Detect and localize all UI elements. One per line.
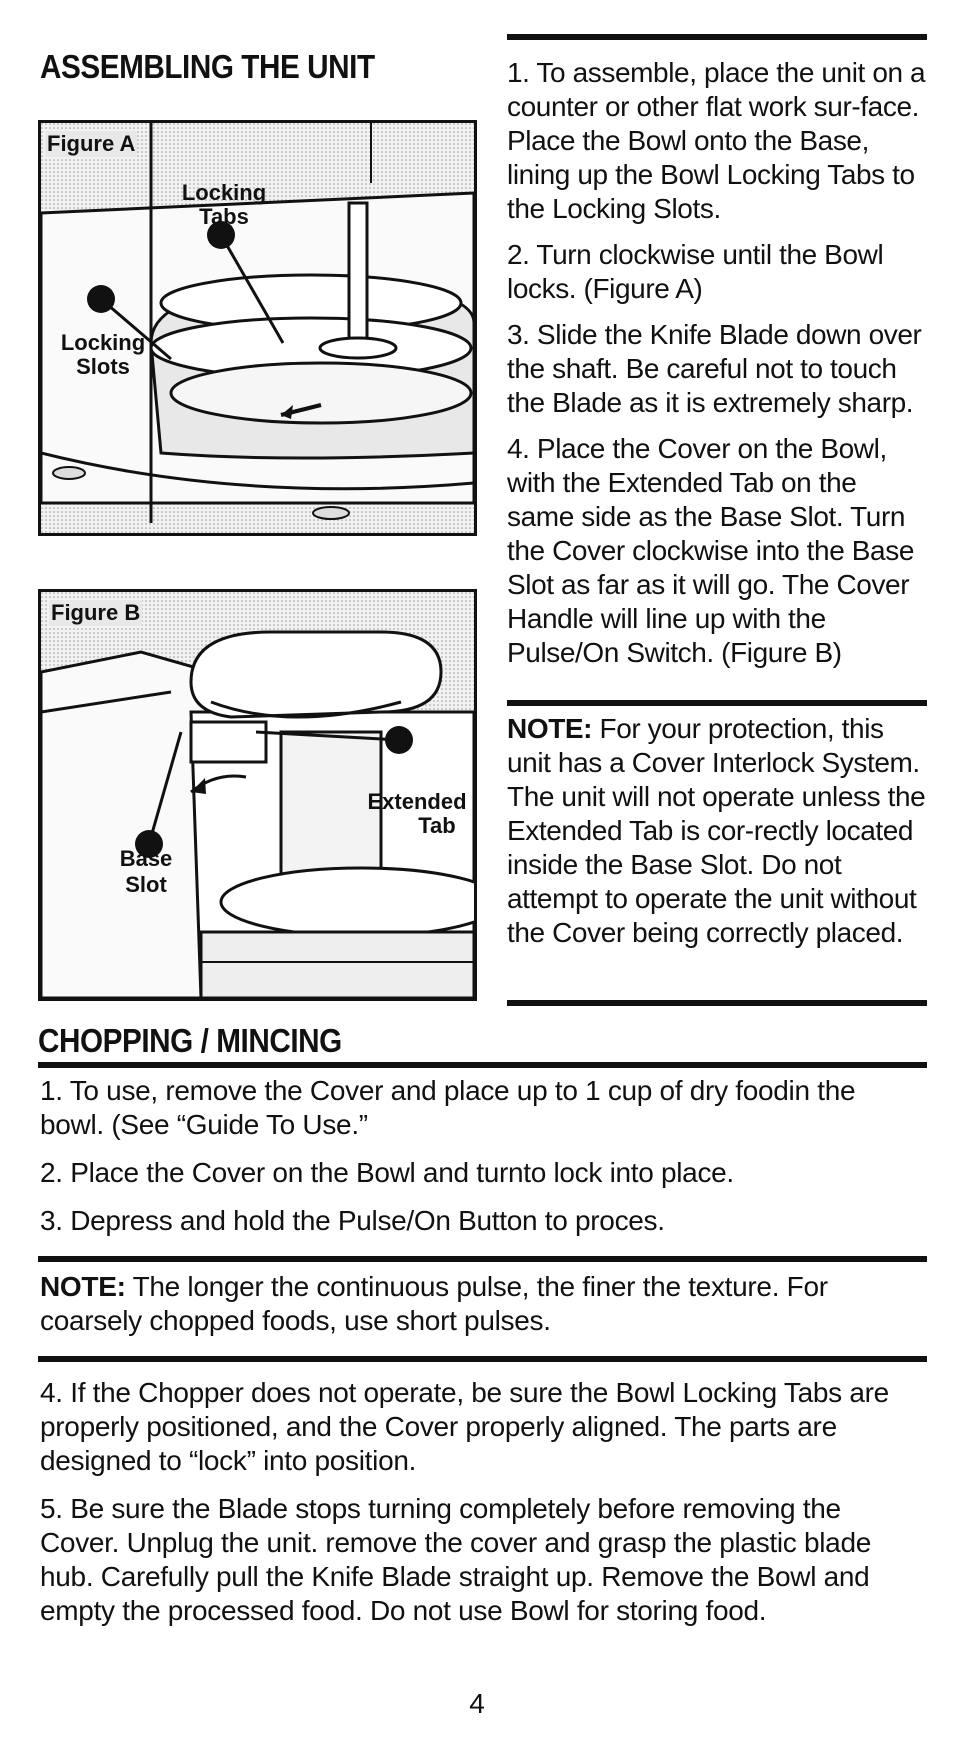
top-rule xyxy=(507,34,927,40)
chopping-step-3: 3. Depress and hold the Pulse/On Button to proces. xyxy=(40,1205,665,1236)
assembly-steps xyxy=(507,56,927,682)
note-label: NOTE: xyxy=(507,713,593,744)
chopping-step-1: 1. To use, remove the Cover and place up to 1 cup of dry foodin the bowl. (See “Guide To Use.” xyxy=(40,1075,856,1140)
figure-a-label-slots xyxy=(53,331,153,379)
chopping-note xyxy=(40,1270,920,1352)
figure-b-title: Figure B xyxy=(51,600,141,625)
figure-a-label-tabs-line2: Tabs xyxy=(199,204,249,229)
figure-b-label-slot-line1: Base xyxy=(119,846,173,871)
chopping-steps xyxy=(40,1074,920,1252)
note-rule-top xyxy=(507,700,927,706)
chopping-step-5: 5. Be sure the Blade stops turning completely before removing the Cover. Unplug the unit. remove the cover and grasp the plastic blade hub. Carefully pull the Knife Blade straight up. Remove the Bowl and empty the processed food. Do not use Bowl for storing food. xyxy=(40,1493,871,1626)
assembly-note xyxy=(507,712,927,962)
chopping-step-4: 4. If the Chopper does not operate, be sure the Bowl Locking Tabs are properly positioned, and the Cover properly aligned. The parts are designed to “lock” into position. xyxy=(40,1377,889,1476)
section-title-assembling: ASSEMBLING THE UNIT xyxy=(40,48,375,85)
assembly-step-1: 1. To assemble, place the unit on a counter or other flat work sur-face. Place the Bowl onto the Base, lining up the Bowl Locking Tabs to the Locking Slots. xyxy=(507,57,926,224)
figure-b-label-slot-line2: Slot xyxy=(125,872,167,897)
figure-a-title: Figure A xyxy=(47,131,136,156)
section2-rule xyxy=(38,1062,927,1068)
figure-b xyxy=(38,589,477,1001)
chopping-note-text: The longer the continuous pulse, the finer the texture. For coarsely chopped foods, use short pulses. xyxy=(40,1271,828,1336)
chopping-steps-continued xyxy=(40,1376,920,1642)
figure-b-label-tab-line1: Extended xyxy=(367,789,467,814)
figure-a-label-tabs-line1: Locking xyxy=(181,180,267,205)
figure-a-label-slots-line2: Slots xyxy=(76,354,130,379)
figure-a-label-slots-line1: Locking xyxy=(60,330,146,355)
assembly-step-2: 2. Turn clockwise until the Bowl locks. (Figure A) xyxy=(507,239,884,304)
figure-a-label-tabs xyxy=(169,181,279,229)
section-title-chopping: CHOPPING / MINCING xyxy=(38,1022,342,1059)
note-rule-bottom xyxy=(507,1000,927,1006)
assembly-step-4: 4. Place the Cover on the Bowl, with the Extended Tab on the same side as the Base Slot. Turn the Cover clockwise into the Base Slot as far as it will go. The Cover Handle will line up with the Pulse/On Switch. (Figure B) xyxy=(507,433,915,668)
chopping-note-rule-bottom xyxy=(38,1356,927,1362)
chopping-step-2: 2. Place the Cover on the Bowl and turnto lock into place. xyxy=(40,1157,734,1188)
figure-b-label-tab xyxy=(361,790,473,838)
chopping-note-label: NOTE: xyxy=(40,1271,126,1302)
figure-a xyxy=(38,120,477,536)
figure-b-label-slot xyxy=(101,846,191,898)
assembly-step-3: 3. Slide the Knife Blade down over the shaft. Be careful not to touch the Blade as it is extremely sharp. xyxy=(507,319,922,418)
figure-b-label-tab-line2: Tab xyxy=(418,813,456,838)
note-text: For your protection, this unit has a Cover Interlock System. The unit will not operate unless the Extended Tab is cor-rectly located inside the Base Slot. Do not attempt to operate the unit without the Cover being correctly placed. xyxy=(507,713,926,948)
chopping-note-rule-top xyxy=(38,1256,927,1262)
page-number: 4 xyxy=(469,1688,485,1719)
